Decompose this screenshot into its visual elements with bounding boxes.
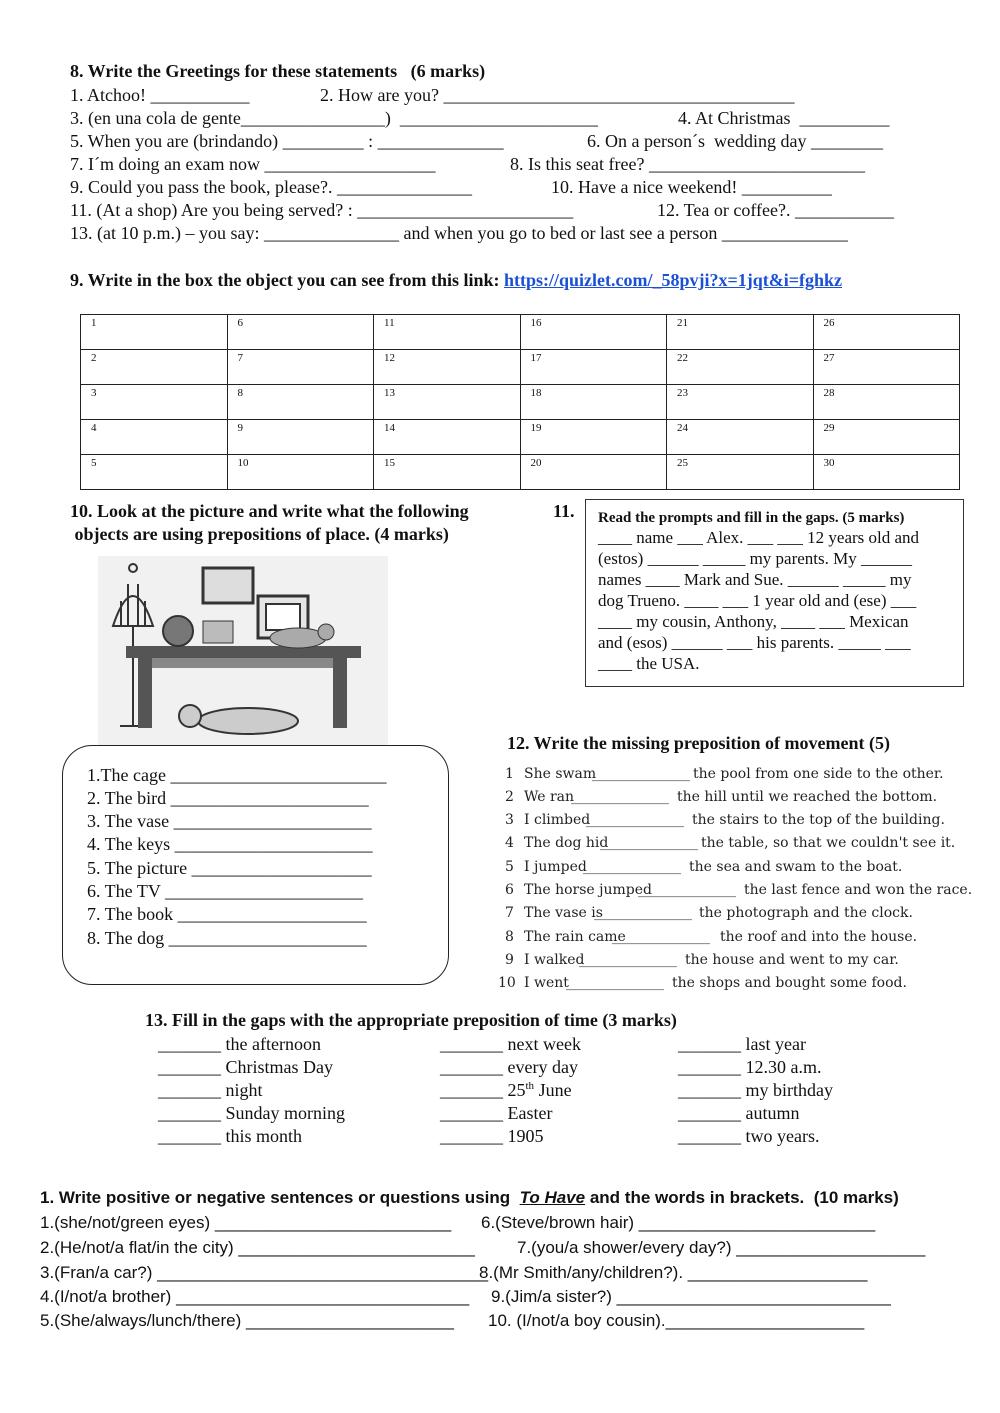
ex10-item[interactable]: 2. The bird ______________________	[87, 788, 369, 808]
ex12-blank[interactable]: ______________	[600, 835, 698, 851]
ex13-blank[interactable]: _______	[440, 1080, 503, 1100]
ex12-prefix: The vase is	[524, 905, 603, 921]
ex9-title	[70, 269, 842, 291]
ex12-number: 3	[505, 812, 514, 828]
ex8-item-8[interactable]: 8. Is this seat free? ________________________	[510, 154, 865, 174]
ex12-prefix: The horse jumped	[524, 882, 652, 898]
ex13-blank[interactable]: _______	[440, 1034, 503, 1054]
ex13-word: next week	[507, 1034, 581, 1054]
ex1-item-3[interactable]: 3.(Fran/a car?) ___________________________________	[40, 1263, 489, 1282]
ex13-word: Sunday morning	[225, 1103, 345, 1123]
ex12-blank[interactable]: ______________	[566, 975, 664, 991]
ex11-line[interactable]: names ____ Mark and Sue. ______ _____ my	[598, 570, 912, 589]
ex12-number: 10	[498, 975, 516, 991]
ex1-title-post: and the words in brackets. (10 marks)	[585, 1188, 899, 1207]
grid-row	[81, 455, 960, 490]
ex12-number: 6	[505, 882, 514, 898]
grid-row	[81, 385, 960, 420]
ex12-blank[interactable]: ______________	[586, 812, 684, 828]
grid-cell[interactable]: 15	[374, 455, 521, 490]
ex13-blank[interactable]: _______	[158, 1080, 221, 1100]
grid-cell[interactable]: 21	[667, 315, 814, 350]
ex10-item[interactable]: 8. The dog ______________________	[87, 928, 367, 948]
ex13-item[interactable]	[158, 1125, 302, 1147]
ex12-suffix: the sea and swam to the boat.	[689, 859, 903, 875]
ex12-number: 1	[505, 766, 514, 782]
ex12-suffix: the roof and into the house.	[720, 929, 918, 945]
ex13-blank[interactable]: _______	[158, 1126, 221, 1146]
ex12-number: 9	[505, 952, 514, 968]
ex12-suffix: the shops and bought some food.	[672, 975, 907, 991]
grid-cell[interactable]: 28	[813, 385, 960, 420]
ex8-item-6[interactable]: 6. On a person´s wedding day ________	[587, 131, 883, 151]
ex1-title-pre: 1. Write positive or negative sentences or questions using	[40, 1188, 520, 1207]
ex13-item[interactable]	[678, 1033, 806, 1055]
grid-cell[interactable]: 9	[227, 420, 374, 455]
ex12-blank[interactable]: ______________	[583, 859, 681, 875]
ex13-item[interactable]	[158, 1102, 345, 1124]
ex12-prefix: We ran	[524, 789, 575, 805]
grid-row	[81, 420, 960, 455]
ex9-title-text: 9. Write in the box the object you can see from this link:	[70, 270, 504, 290]
ex8-item-2[interactable]: 2. How are you? _______________________________________	[320, 85, 795, 105]
grid-cell[interactable]: 10	[227, 455, 374, 490]
quizlet-answer-grid	[80, 314, 960, 490]
ex13-word: 12.30 a.m.	[745, 1057, 822, 1077]
ex12-blank[interactable]: ______________	[638, 882, 736, 898]
ex12-suffix: the stairs to the top of the building.	[692, 812, 945, 828]
ex11-title: Read the prompts and fill in the gaps. (5 marks)	[598, 510, 905, 526]
ex1-title	[40, 1187, 899, 1209]
grid-row	[81, 315, 960, 350]
ex1-item-9[interactable]: 9.(Jim/a sister?) _____________________________	[491, 1287, 891, 1306]
ex12-blank[interactable]: ______________	[571, 789, 669, 805]
ex13-item[interactable]	[440, 1125, 544, 1147]
room-drawing	[98, 556, 388, 746]
ex12-prefix: I walked	[524, 952, 585, 968]
ex8-item-7[interactable]: 7. I´m doing an exam now ___________________	[70, 154, 436, 174]
ex11-line[interactable]: dog Trueno. ____ ___ 1 year old and (ese) ___	[598, 591, 917, 610]
ex12-number: 7	[505, 905, 514, 921]
grid-cell[interactable]: 12	[374, 350, 521, 385]
ex1-item-7[interactable]: 7.(you/a shower/every day?) ____________________	[517, 1238, 926, 1257]
grid-cell[interactable]: 8	[227, 385, 374, 420]
grid-row	[81, 350, 960, 385]
ex11-line[interactable]: ____ the USA.	[598, 654, 700, 673]
ex8-item-10[interactable]: 10. Have a nice weekend! __________	[551, 177, 832, 197]
quizlet-link[interactable]: https://quizlet.com/_58pvji?x=1jqt&i=fghkz	[504, 270, 843, 290]
ex13-item[interactable]	[158, 1079, 263, 1101]
grid-cell[interactable]: 18	[520, 385, 667, 420]
grid-cell[interactable]: 7	[227, 350, 374, 385]
grid-cell[interactable]: 13	[374, 385, 521, 420]
grid-cell[interactable]: 14	[374, 420, 521, 455]
ex11-line[interactable]: (estos) ______ _____ my parents. My ______	[598, 549, 913, 568]
grid-cell[interactable]: 23	[667, 385, 814, 420]
grid-cell[interactable]: 5	[81, 455, 228, 490]
grid-cell[interactable]: 26	[813, 315, 960, 350]
ex1-item-2[interactable]: 2.(He/not/a flat/in the city) _________________________	[40, 1238, 475, 1257]
ex13-item[interactable]	[440, 1079, 572, 1101]
grid-cell[interactable]: 22	[667, 350, 814, 385]
ex11-number: 11.	[553, 501, 575, 521]
ex10-item[interactable]: 6. The TV ______________________	[87, 881, 364, 901]
ex12-suffix: the pool from one side to the other.	[693, 766, 944, 782]
ex13-blank[interactable]: _______	[678, 1126, 741, 1146]
ex13-word: Easter	[507, 1103, 553, 1123]
ex13-sup: th	[525, 1080, 535, 1092]
ex8-item-3[interactable]: 3. (en una cola de gente________________) ______________________	[70, 108, 598, 128]
ex13-item[interactable]	[678, 1102, 800, 1124]
ex12-prefix: I jumped	[524, 859, 587, 875]
ex13-item[interactable]	[678, 1056, 822, 1078]
grid-cell[interactable]: 16	[520, 315, 667, 350]
ex13-blank[interactable]: _______	[158, 1034, 221, 1054]
grid-cell[interactable]: 29	[813, 420, 960, 455]
ex8-item-9[interactable]: 9. Could you pass the book, please?. _______________	[70, 177, 472, 197]
ex12-number: 5	[505, 859, 514, 875]
ex13-item[interactable]	[678, 1079, 833, 1101]
ex12-suffix: the table, so that we couldn't see it.	[701, 835, 956, 851]
ex1-item-4[interactable]: 4.(I/not/a brother) _______________________________	[40, 1287, 470, 1306]
ex1-title-em: To Have	[519, 1188, 586, 1207]
ex1-item-5[interactable]: 5.(She/always/lunch/there) ______________________	[40, 1311, 454, 1330]
ex12-prefix: I climbed	[524, 812, 591, 828]
ex1-item-8[interactable]: 8.(Mr Smith/any/children?). ___________________	[479, 1263, 868, 1282]
ex8-item-11[interactable]: 11. (At a shop) Are you being served? : ________________________	[70, 200, 574, 220]
ex13-word: this month	[225, 1126, 303, 1146]
ex10-title-line1: 10. Look at the picture and write what the following	[70, 501, 469, 521]
ex13-item[interactable]	[440, 1056, 578, 1078]
ex12-blank[interactable]: ______________	[612, 929, 710, 945]
ex13-blank[interactable]: _______	[678, 1080, 741, 1100]
ex13-blank[interactable]: _______	[678, 1034, 741, 1054]
ex13-blank[interactable]: _______	[158, 1103, 221, 1123]
ex1-item-6[interactable]: 6.(Steve/brown hair) _________________________	[481, 1213, 876, 1232]
ex13-word: my birthday	[745, 1080, 833, 1100]
ex8-item-12[interactable]: 12. Tea or coffee?. ___________	[657, 200, 895, 220]
ex12-prefix: The rain came	[524, 929, 626, 945]
grid-cell[interactable]: 17	[520, 350, 667, 385]
ex13-blank[interactable]: _______	[158, 1057, 221, 1077]
ex13-blank[interactable]: _______	[440, 1057, 503, 1077]
ex13-word: night	[225, 1080, 263, 1100]
grid-cell[interactable]: 4	[81, 420, 228, 455]
ex13-word: the afternoon	[225, 1034, 321, 1054]
grid-cell[interactable]: 1	[81, 315, 228, 350]
ex12-suffix: the house and went to my car.	[685, 952, 899, 968]
grid-cell[interactable]: 2	[81, 350, 228, 385]
room-picture	[98, 556, 388, 746]
ex10-item[interactable]: 3. The vase ______________________	[87, 811, 372, 831]
ex13-item[interactable]	[440, 1102, 552, 1124]
ex13-word: every day	[507, 1057, 578, 1077]
grid-cell[interactable]: 19	[520, 420, 667, 455]
ex12-blank[interactable]: ______________	[594, 905, 692, 921]
ex13-word: two years.	[745, 1126, 820, 1146]
ex13-item[interactable]	[158, 1056, 333, 1078]
ex13-blank[interactable]: _______	[440, 1126, 503, 1146]
ex12-suffix: the photograph and the clock.	[699, 905, 913, 921]
ex12-prefix: She swam	[524, 766, 597, 782]
ex12-number: 4	[505, 835, 514, 851]
grid-cell[interactable]: 30	[813, 455, 960, 490]
ex8-item-4[interactable]: 4. At Christmas __________	[678, 108, 890, 128]
ex12-blank[interactable]: ______________	[592, 766, 690, 782]
ex8-title: 8. Write the Greetings for these statements (6 marks)	[70, 61, 486, 81]
ex10-item[interactable]: 1.The cage ________________________	[87, 765, 387, 785]
ex12-suffix: the last fence and won the race.	[744, 882, 973, 898]
ex8-item-1[interactable]: 1. Atchoo! ___________	[70, 85, 250, 105]
ex13-item[interactable]	[158, 1033, 321, 1055]
ex8-item-5[interactable]: 5. When you are (brindando) _________ : ______________	[70, 131, 504, 151]
ex11-line[interactable]: ____ name ___ Alex. ___ ___ 12 years old and	[598, 528, 920, 547]
grid-cell[interactable]: 20	[520, 455, 667, 490]
ex13-item[interactable]	[678, 1125, 819, 1147]
ex12-prefix: The dog hid	[524, 835, 609, 851]
ex13-blank[interactable]: _______	[678, 1057, 741, 1077]
ex11-line[interactable]: and (esos) ______ ___ his parents. _____ ___	[598, 633, 911, 652]
grid-cell[interactable]: 25	[667, 455, 814, 490]
ex12-number: 2	[505, 789, 514, 805]
ex10-item[interactable]: 7. The book _____________________	[87, 904, 367, 924]
ex13-item[interactable]	[440, 1033, 581, 1055]
grid-cell[interactable]: 24	[667, 420, 814, 455]
ex10-item[interactable]: 5. The picture ____________________	[87, 858, 372, 878]
ex13-word: last year	[745, 1034, 806, 1054]
ex13-word-tail: June	[534, 1080, 572, 1100]
grid-cell[interactable]: 27	[813, 350, 960, 385]
grid-cell[interactable]: 6	[227, 315, 374, 350]
grid-cell[interactable]: 11	[374, 315, 521, 350]
ex8-item-13[interactable]: 13. (at 10 p.m.) – you say: _______________ and when you go to bed or last see a person ______________	[70, 223, 848, 243]
ex12-prefix: I went	[524, 975, 569, 991]
ex13-word: autumn	[745, 1103, 800, 1123]
ex12-blank[interactable]: ______________	[579, 952, 677, 968]
ex13-title: 13. Fill in the gaps with the appropriate preposition of time (3 marks)	[145, 1010, 677, 1030]
ex13-blank[interactable]: _______	[678, 1103, 741, 1123]
ex12-number: 8	[505, 929, 514, 945]
ex10-title-line2: objects are using prepositions of place. (4 marks)	[70, 524, 449, 544]
ex13-word: 1905	[507, 1126, 544, 1146]
ex12-title: 12. Write the missing preposition of movement (5)	[507, 733, 890, 753]
ex11-line[interactable]: ____ my cousin, Anthony, ____ ___ Mexican	[598, 612, 909, 631]
ex13-blank[interactable]: _______	[440, 1103, 503, 1123]
ex11-box	[585, 499, 964, 687]
ex13-word: 25	[507, 1080, 526, 1100]
ex12-suffix: the hill until we reached the bottom.	[677, 789, 938, 805]
ex1-item-1[interactable]: 1.(she/not/green eyes) _________________________	[40, 1213, 452, 1232]
ex10-item[interactable]: 4. The keys ______________________	[87, 834, 373, 854]
grid-cell[interactable]: 3	[81, 385, 228, 420]
ex13-word: Christmas Day	[225, 1057, 333, 1077]
ex1-item-10[interactable]: 10. (I/not/a boy cousin)._____________________	[488, 1311, 865, 1330]
